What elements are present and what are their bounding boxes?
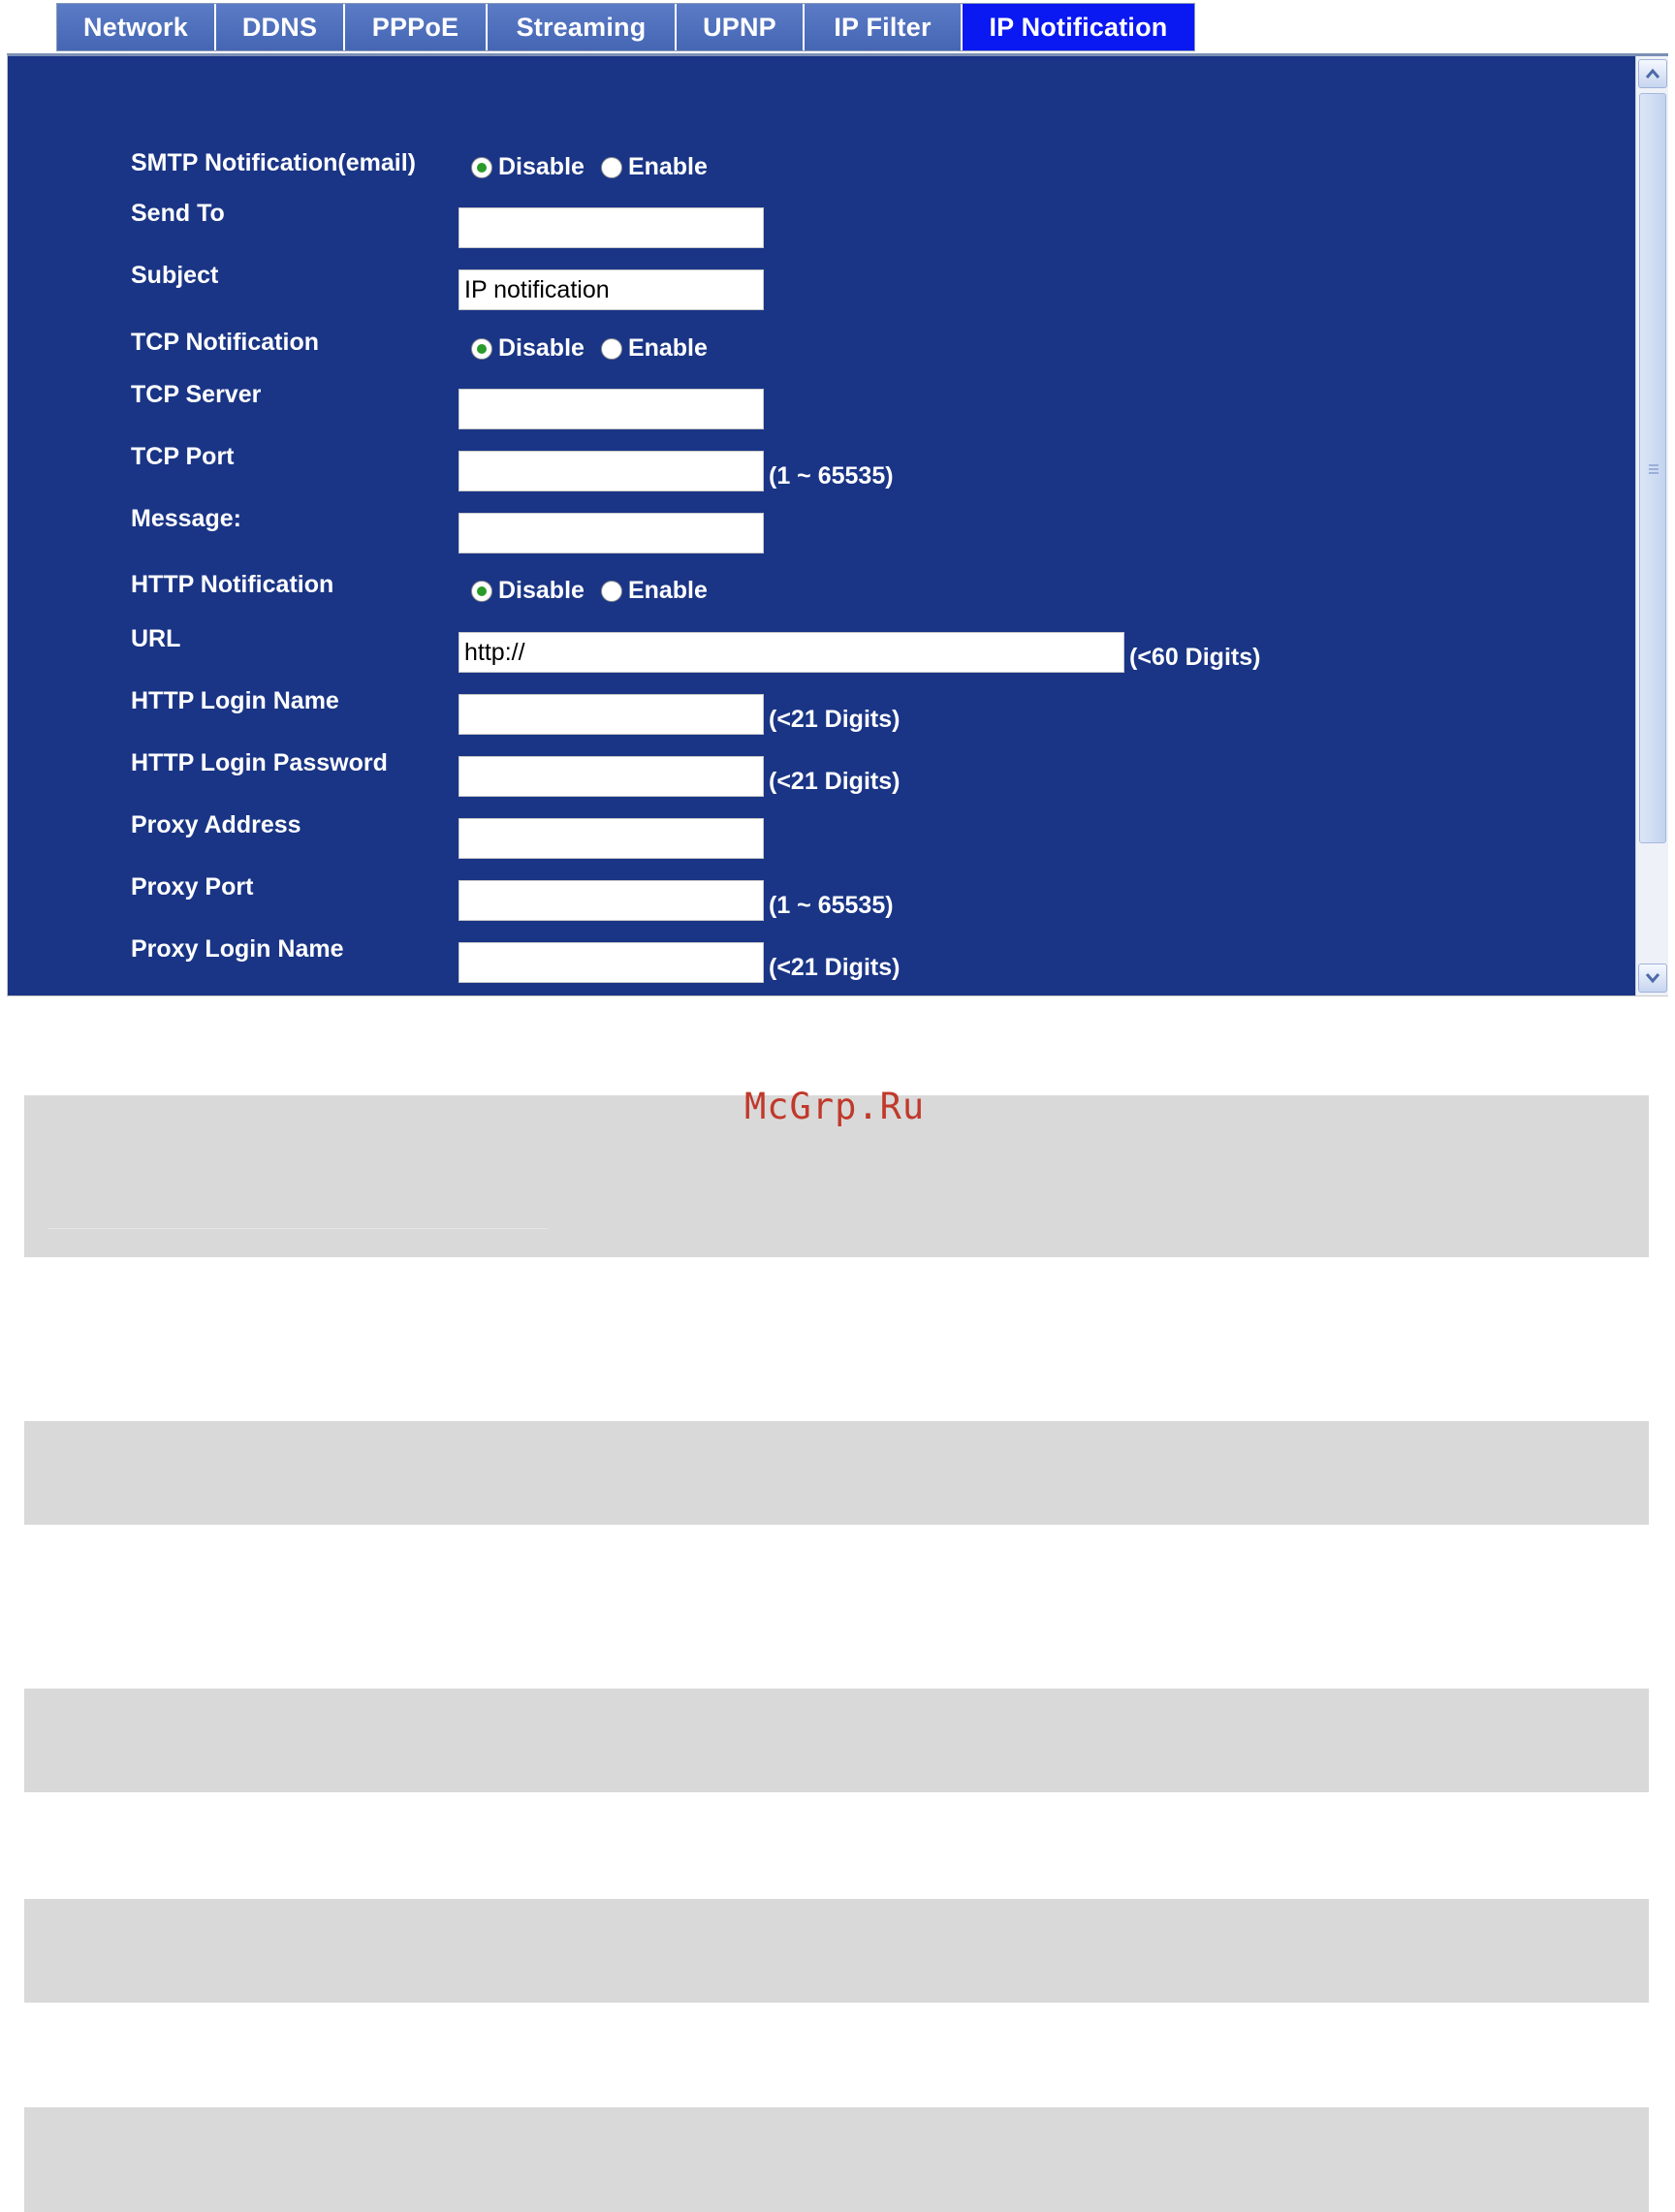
smtp-disable-label[interactable]: Disable [498,153,585,180]
smtp-notification-row [8,149,1617,196]
http-login-name-input[interactable] [458,694,764,735]
tcp-notification-radio-group [471,334,708,363]
proxy-login-name-label: Proxy Login Name [131,935,344,963]
http-enable-label[interactable]: Enable [627,577,708,604]
tab-upnp[interactable]: UPNP [677,4,805,50]
proxy-address-row [8,811,1617,861]
ip-notification-panel [7,53,1668,996]
proxy-port-input[interactable] [458,880,764,921]
tab-bar [56,3,1195,51]
tab-network[interactable]: Network [57,4,216,50]
tab-pppoe[interactable]: PPPoE [345,4,488,50]
smtp-disable-radio[interactable] [471,157,492,178]
smtp-notification-radio-group [471,153,708,181]
message-input[interactable] [458,513,764,553]
tcp-enable-label[interactable]: Enable [627,334,708,362]
tcp-port-hint: (1 ~ 65535) [769,462,894,490]
gray-band-5 [24,2107,1649,2212]
tcp-port-label: TCP Port [131,443,235,470]
proxy-address-label: Proxy Address [131,811,301,838]
proxy-port-hint: (1 ~ 65535) [769,892,894,919]
proxy-login-name-row [8,935,1617,985]
http-enable-radio[interactable] [601,581,622,602]
divider [48,1228,548,1229]
url-label: URL [131,625,181,652]
url-input[interactable]: http:// [458,632,1124,673]
http-notification-label: HTTP Notification [131,571,334,598]
grip-icon [1649,464,1659,474]
http-login-password-label: HTTP Login Password [131,749,388,776]
tcp-server-input[interactable] [458,389,764,429]
proxy-login-name-hint: (<21 Digits) [769,954,901,981]
http-notification-radio-group [471,577,708,605]
http-login-name-hint: (<21 Digits) [769,706,901,733]
scrollbar-thumb[interactable] [1639,93,1666,843]
watermark: McGrp.Ru [744,1086,926,1127]
http-login-name-label: HTTP Login Name [131,687,339,714]
subject-input[interactable]: IP notification [458,269,764,310]
http-login-password-input[interactable] [458,756,764,797]
tcp-notification-row [8,331,1617,377]
tab-ip-filter[interactable]: IP Filter [805,4,963,50]
send-to-row [8,200,1617,250]
send-to-input[interactable] [458,207,764,248]
smtp-notification-label: SMTP Notification(email) [131,149,417,176]
tab-ddns[interactable]: DDNS [216,4,345,50]
http-login-password-row [8,749,1617,799]
tab-streaming[interactable]: Streaming [488,4,677,50]
tcp-server-row [8,381,1617,431]
chevron-down-icon[interactable] [1638,964,1667,993]
gray-band-2 [24,1421,1649,1525]
http-disable-radio[interactable] [471,581,492,602]
tcp-notification-label: TCP Notification [131,329,319,356]
smtp-enable-radio[interactable] [601,157,622,178]
tcp-port-row [8,443,1617,493]
tab-ip-notification[interactable]: IP Notification [963,4,1194,50]
http-disable-label[interactable]: Disable [498,577,585,604]
chevron-up-icon[interactable] [1638,59,1667,88]
proxy-address-input[interactable] [458,818,764,859]
gray-band-3 [24,1689,1649,1792]
gray-band-4 [24,1899,1649,2003]
subject-label: Subject [131,262,219,289]
http-login-password-hint: (<21 Digits) [769,768,901,795]
proxy-port-row [8,873,1617,923]
tcp-port-input[interactable] [458,451,764,491]
tcp-disable-radio[interactable] [471,338,492,360]
vertical-scrollbar[interactable] [1635,56,1668,995]
tcp-disable-label[interactable]: Disable [498,334,585,362]
url-row [8,625,1617,675]
smtp-enable-label[interactable]: Enable [627,153,708,180]
http-notification-row [8,573,1617,619]
send-to-label: Send To [131,200,225,227]
proxy-login-name-input[interactable] [458,942,764,983]
url-hint: (<60 Digits) [1129,644,1261,671]
proxy-port-label: Proxy Port [131,873,254,901]
tcp-enable-radio[interactable] [601,338,622,360]
subject-row [8,262,1617,312]
message-label: Message: [131,505,241,532]
http-login-name-row [8,687,1617,737]
message-row [8,505,1617,555]
tcp-server-label: TCP Server [131,381,262,408]
